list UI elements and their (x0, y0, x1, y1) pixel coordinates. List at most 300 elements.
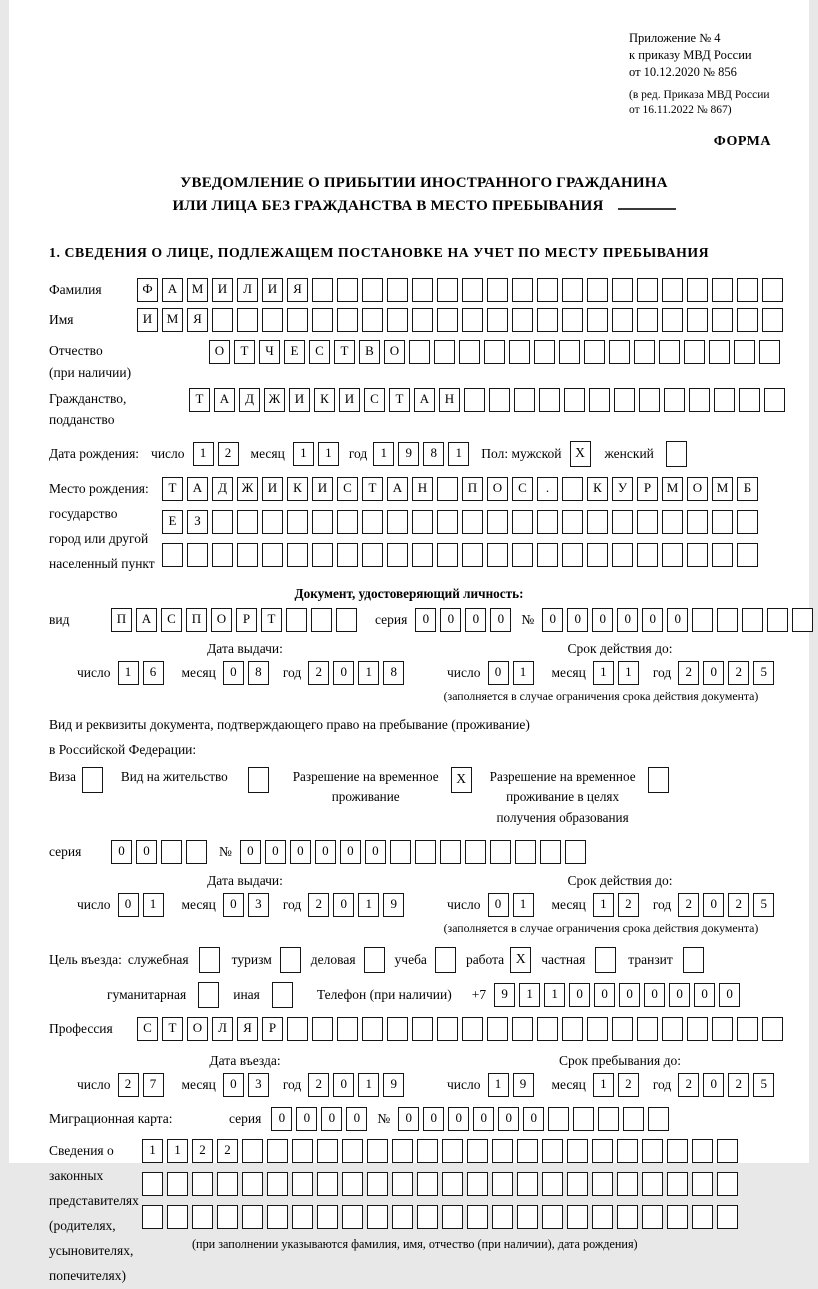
cell[interactable] (287, 510, 308, 534)
cell[interactable]: 1 (544, 983, 565, 1007)
cell[interactable] (311, 608, 332, 632)
cell[interactable] (662, 510, 683, 534)
cell[interactable]: 8 (423, 442, 444, 466)
cell[interactable] (337, 543, 358, 567)
cell[interactable]: 0 (223, 661, 244, 685)
cell[interactable]: М (662, 477, 683, 501)
cell[interactable]: Я (187, 308, 208, 332)
cell[interactable] (737, 1017, 758, 1041)
cell[interactable] (167, 1172, 188, 1196)
cell[interactable] (492, 1172, 513, 1196)
cell[interactable]: Е (284, 340, 305, 364)
passport-expiry-month-cells[interactable] (593, 661, 643, 685)
cell[interactable] (542, 1139, 563, 1163)
cell[interactable]: Ж (264, 388, 285, 412)
cell[interactable]: 6 (143, 661, 164, 685)
cell[interactable] (237, 543, 258, 567)
cell[interactable] (362, 543, 383, 567)
cell[interactable]: 0 (667, 608, 688, 632)
cell[interactable]: 0 (365, 840, 386, 864)
passport-expiry-year-cells[interactable] (678, 661, 778, 685)
cell[interactable]: 1 (488, 1073, 509, 1097)
cell[interactable] (612, 308, 633, 332)
cell[interactable]: 0 (488, 661, 509, 685)
sex-male-checkbox[interactable] (570, 441, 595, 467)
cell[interactable] (487, 543, 508, 567)
cell[interactable] (412, 543, 433, 567)
cell[interactable] (267, 1139, 288, 1163)
cell[interactable] (792, 608, 813, 632)
cell[interactable] (237, 308, 258, 332)
cell[interactable] (565, 840, 586, 864)
cell[interactable]: 2 (308, 1073, 329, 1097)
cell[interactable] (312, 543, 333, 567)
representatives-cells-row-1[interactable] (142, 1139, 742, 1163)
cell[interactable] (592, 1205, 613, 1229)
cell[interactable]: Т (334, 340, 355, 364)
cell[interactable]: 2 (728, 893, 749, 917)
cell[interactable] (492, 1205, 513, 1229)
cell[interactable] (437, 510, 458, 534)
cell[interactable] (312, 1017, 333, 1041)
cell[interactable] (242, 1172, 263, 1196)
cell[interactable] (762, 308, 783, 332)
cell[interactable]: 2 (728, 1073, 749, 1097)
cell[interactable] (637, 1017, 658, 1041)
cell[interactable] (667, 1205, 688, 1229)
representatives-cells-row-3[interactable] (142, 1205, 742, 1229)
cell[interactable]: А (162, 278, 183, 302)
cell[interactable] (712, 308, 733, 332)
cell[interactable]: . (537, 477, 558, 501)
cell[interactable] (237, 510, 258, 534)
cell[interactable] (598, 1107, 619, 1131)
cell[interactable] (642, 1205, 663, 1229)
cell[interactable] (459, 340, 480, 364)
cell[interactable] (317, 1172, 338, 1196)
cell[interactable]: 5 (753, 893, 774, 917)
cell[interactable] (662, 1017, 683, 1041)
cell[interactable] (212, 510, 233, 534)
cell[interactable]: В (359, 340, 380, 364)
cell[interactable] (562, 278, 583, 302)
profession-cells[interactable] (137, 1017, 787, 1041)
cell[interactable] (562, 308, 583, 332)
cell[interactable]: М (712, 477, 733, 501)
passport-expiry-day-cells[interactable] (488, 661, 538, 685)
cell[interactable] (517, 1172, 538, 1196)
cell[interactable] (517, 1205, 538, 1229)
cell[interactable] (517, 1139, 538, 1163)
cell[interactable]: Т (162, 1017, 183, 1041)
cell[interactable]: 0 (315, 840, 336, 864)
option-temp-residence-checkbox[interactable] (451, 767, 476, 793)
cell[interactable] (367, 1139, 388, 1163)
cell[interactable] (462, 278, 483, 302)
cell[interactable]: Б (737, 477, 758, 501)
cell[interactable]: А (187, 477, 208, 501)
purpose-tourism-checkbox[interactable] (280, 947, 305, 973)
cell[interactable] (409, 340, 430, 364)
birth-year-cells[interactable] (373, 442, 473, 466)
cell[interactable]: 3 (248, 1073, 269, 1097)
cell[interactable] (262, 543, 283, 567)
cell[interactable] (734, 340, 755, 364)
cell[interactable] (142, 1205, 163, 1229)
cell[interactable]: Т (234, 340, 255, 364)
cell[interactable]: О (687, 477, 708, 501)
stay-until-month-cells[interactable] (593, 1073, 643, 1097)
cell[interactable] (512, 543, 533, 567)
cell[interactable] (709, 340, 730, 364)
cell[interactable] (562, 1017, 583, 1041)
birth-month-cells[interactable] (293, 442, 343, 466)
cell[interactable] (712, 510, 733, 534)
cell[interactable] (362, 278, 383, 302)
cell[interactable]: 0 (490, 608, 511, 632)
cell[interactable]: 9 (494, 983, 515, 1007)
cell[interactable]: 2 (678, 893, 699, 917)
cell[interactable] (587, 278, 608, 302)
migration-number-cells[interactable] (398, 1107, 673, 1131)
cell[interactable] (762, 278, 783, 302)
cell[interactable]: 1 (373, 442, 394, 466)
cell[interactable] (192, 1172, 213, 1196)
cell[interactable] (767, 608, 788, 632)
identity-doc-vid-cells[interactable] (111, 608, 361, 632)
cell[interactable] (417, 1205, 438, 1229)
cell[interactable] (387, 278, 408, 302)
migration-seriya-cells[interactable] (271, 1107, 371, 1131)
cell[interactable]: 2 (618, 1073, 639, 1097)
cell[interactable] (337, 1017, 358, 1041)
cell[interactable]: И (289, 388, 310, 412)
cell[interactable] (437, 1017, 458, 1041)
patronymic-cells[interactable] (209, 340, 784, 364)
citizenship-cells[interactable] (189, 388, 789, 412)
cell[interactable]: А (414, 388, 435, 412)
cell[interactable] (387, 308, 408, 332)
cell[interactable] (462, 1017, 483, 1041)
cell[interactable]: 2 (618, 893, 639, 917)
cell[interactable]: 0 (523, 1107, 544, 1131)
cell[interactable]: 2 (217, 1139, 238, 1163)
cell[interactable]: 0 (617, 608, 638, 632)
cell[interactable] (262, 510, 283, 534)
cell[interactable] (317, 1139, 338, 1163)
cell[interactable]: 0 (644, 983, 665, 1007)
cell[interactable] (540, 840, 561, 864)
purpose-business-checkbox[interactable] (364, 947, 389, 973)
cell[interactable]: 2 (728, 661, 749, 685)
cell[interactable] (617, 1139, 638, 1163)
cell[interactable] (759, 340, 780, 364)
cell[interactable]: А (214, 388, 235, 412)
cell[interactable] (509, 340, 530, 364)
cell[interactable] (287, 308, 308, 332)
cell[interactable] (737, 308, 758, 332)
cell[interactable]: 1 (142, 1139, 163, 1163)
cell[interactable] (198, 982, 219, 1008)
cell[interactable] (712, 278, 733, 302)
purpose-transit-checkbox[interactable] (683, 947, 708, 973)
cell[interactable]: 2 (308, 661, 329, 685)
cell[interactable] (717, 1172, 738, 1196)
cell[interactable] (286, 608, 307, 632)
cell[interactable] (487, 1017, 508, 1041)
surname-cells[interactable] (137, 278, 787, 302)
residence-expiry-year-cells[interactable] (678, 893, 778, 917)
cell[interactable]: 0 (333, 1073, 354, 1097)
cell[interactable]: 0 (333, 661, 354, 685)
cell[interactable]: О (487, 477, 508, 501)
cell[interactable] (312, 308, 333, 332)
identity-doc-number-cells[interactable] (542, 608, 817, 632)
cell[interactable] (442, 1139, 463, 1163)
cell[interactable] (737, 543, 758, 567)
cell[interactable]: Я (237, 1017, 258, 1041)
cell[interactable]: 9 (383, 1073, 404, 1097)
cell[interactable]: Е (162, 510, 183, 534)
cell[interactable]: С (137, 1017, 158, 1041)
cell[interactable] (337, 278, 358, 302)
cell[interactable] (412, 308, 433, 332)
cell[interactable]: X (570, 441, 591, 467)
cell[interactable]: 0 (488, 893, 509, 917)
cell[interactable] (534, 340, 555, 364)
cell[interactable] (487, 510, 508, 534)
cell[interactable] (367, 1172, 388, 1196)
cell[interactable] (199, 947, 220, 973)
cell[interactable] (392, 1172, 413, 1196)
cell[interactable] (739, 388, 760, 412)
cell[interactable] (192, 1205, 213, 1229)
cell[interactable]: И (262, 278, 283, 302)
cell[interactable] (689, 388, 710, 412)
cell[interactable]: 2 (678, 1073, 699, 1097)
cell[interactable]: 0 (440, 608, 461, 632)
cell[interactable]: С (364, 388, 385, 412)
cell[interactable] (412, 510, 433, 534)
cell[interactable] (167, 1205, 188, 1229)
cell[interactable]: 1 (593, 893, 614, 917)
cell[interactable] (364, 947, 385, 973)
given-name-cells[interactable] (137, 308, 787, 332)
cell[interactable] (487, 278, 508, 302)
cell[interactable]: И (137, 308, 158, 332)
cell[interactable] (666, 441, 687, 467)
cell[interactable] (742, 608, 763, 632)
cell[interactable]: Я (287, 278, 308, 302)
cell[interactable]: 0 (340, 840, 361, 864)
cell[interactable] (467, 1172, 488, 1196)
cell[interactable]: И (339, 388, 360, 412)
residence-seriya-cells[interactable] (111, 840, 211, 864)
cell[interactable]: 0 (346, 1107, 367, 1131)
cell[interactable] (762, 1017, 783, 1041)
cell[interactable] (142, 1172, 163, 1196)
cell[interactable]: 1 (593, 1073, 614, 1097)
cell[interactable]: Л (212, 1017, 233, 1041)
cell[interactable] (667, 1172, 688, 1196)
cell[interactable]: 3 (248, 893, 269, 917)
cell[interactable] (637, 278, 658, 302)
cell[interactable]: 0 (423, 1107, 444, 1131)
cell[interactable] (595, 947, 616, 973)
cell[interactable]: Т (162, 477, 183, 501)
cell[interactable]: 0 (642, 608, 663, 632)
cell[interactable] (692, 608, 713, 632)
cell[interactable]: 0 (290, 840, 311, 864)
cell[interactable] (692, 1205, 713, 1229)
cell[interactable] (542, 1172, 563, 1196)
cell[interactable] (537, 1017, 558, 1041)
cell[interactable] (612, 1017, 633, 1041)
cell[interactable] (512, 1017, 533, 1041)
purpose-other-checkbox[interactable] (272, 982, 297, 1008)
cell[interactable] (662, 278, 683, 302)
cell[interactable] (537, 308, 558, 332)
cell[interactable]: Н (439, 388, 460, 412)
cell[interactable] (587, 1017, 608, 1041)
cell[interactable]: К (287, 477, 308, 501)
birth-day-cells[interactable] (193, 442, 243, 466)
cell[interactable]: X (510, 947, 531, 973)
cell[interactable] (342, 1172, 363, 1196)
cell[interactable] (573, 1107, 594, 1131)
cell[interactable] (440, 840, 461, 864)
cell[interactable] (562, 510, 583, 534)
cell[interactable] (217, 1205, 238, 1229)
cell[interactable] (637, 308, 658, 332)
cell[interactable] (717, 1205, 738, 1229)
cell[interactable] (392, 1205, 413, 1229)
cell[interactable] (764, 388, 785, 412)
cell[interactable] (417, 1139, 438, 1163)
cell[interactable] (492, 1139, 513, 1163)
cell[interactable]: К (314, 388, 335, 412)
cell[interactable] (267, 1205, 288, 1229)
entry-day-cells[interactable] (118, 1073, 168, 1097)
cell[interactable] (212, 308, 233, 332)
cell[interactable]: Т (189, 388, 210, 412)
purpose-humanitarian-checkbox[interactable] (198, 982, 223, 1008)
cell[interactable] (412, 278, 433, 302)
cell[interactable] (434, 340, 455, 364)
cell[interactable] (659, 340, 680, 364)
cell[interactable]: 0 (111, 840, 132, 864)
stay-until-year-cells[interactable] (678, 1073, 778, 1097)
cell[interactable] (312, 510, 333, 534)
cell[interactable]: 0 (265, 840, 286, 864)
cell[interactable]: П (462, 477, 483, 501)
cell[interactable]: 1 (167, 1139, 188, 1163)
cell[interactable] (559, 340, 580, 364)
cell[interactable]: К (587, 477, 608, 501)
cell[interactable]: А (387, 477, 408, 501)
cell[interactable]: 0 (594, 983, 615, 1007)
cell[interactable] (687, 543, 708, 567)
cell[interactable] (567, 1139, 588, 1163)
cell[interactable] (267, 1172, 288, 1196)
cell[interactable] (537, 543, 558, 567)
cell[interactable]: Р (236, 608, 257, 632)
cell[interactable] (584, 340, 605, 364)
cell[interactable] (187, 543, 208, 567)
birth-place-cells-row-3[interactable] (162, 543, 762, 567)
cell[interactable] (292, 1139, 313, 1163)
cell[interactable] (337, 308, 358, 332)
cell[interactable] (687, 308, 708, 332)
cell[interactable] (589, 388, 610, 412)
cell[interactable]: 0 (592, 608, 613, 632)
option-temp-residence-education-checkbox[interactable] (648, 767, 673, 793)
cell[interactable]: П (186, 608, 207, 632)
cell[interactable]: Л (237, 278, 258, 302)
cell[interactable] (217, 1172, 238, 1196)
cell[interactable] (567, 1172, 588, 1196)
cell[interactable]: 9 (513, 1073, 534, 1097)
cell[interactable]: 2 (218, 442, 239, 466)
cell[interactable]: 0 (719, 983, 740, 1007)
cell[interactable]: Р (262, 1017, 283, 1041)
cell[interactable]: О (209, 340, 230, 364)
cell[interactable] (272, 982, 293, 1008)
cell[interactable] (462, 510, 483, 534)
cell[interactable]: 0 (694, 983, 715, 1007)
cell[interactable]: С (309, 340, 330, 364)
cell[interactable]: 2 (118, 1073, 139, 1097)
cell[interactable]: 1 (318, 442, 339, 466)
cell[interactable] (587, 308, 608, 332)
cell[interactable]: 0 (223, 893, 244, 917)
cell[interactable] (609, 340, 630, 364)
cell[interactable] (587, 543, 608, 567)
cell[interactable] (637, 510, 658, 534)
passport-issue-month-cells[interactable] (223, 661, 273, 685)
cell[interactable]: 0 (703, 661, 724, 685)
cell[interactable] (465, 840, 486, 864)
cell[interactable] (664, 388, 685, 412)
cell[interactable]: 1 (143, 893, 164, 917)
cell[interactable] (642, 1139, 663, 1163)
cell[interactable]: 2 (308, 893, 329, 917)
cell[interactable] (186, 840, 207, 864)
cell[interactable] (562, 477, 583, 501)
cell[interactable] (662, 543, 683, 567)
cell[interactable]: О (211, 608, 232, 632)
cell[interactable]: И (212, 278, 233, 302)
entry-month-cells[interactable] (223, 1073, 273, 1097)
cell[interactable]: Р (637, 477, 658, 501)
cell[interactable]: 0 (569, 983, 590, 1007)
cell[interactable]: 0 (398, 1107, 419, 1131)
cell[interactable] (539, 388, 560, 412)
cell[interactable] (548, 1107, 569, 1131)
cell[interactable] (287, 1017, 308, 1041)
cell[interactable] (692, 1139, 713, 1163)
cell[interactable] (648, 767, 669, 793)
cell[interactable]: 2 (678, 661, 699, 685)
cell[interactable] (489, 388, 510, 412)
cell[interactable] (587, 510, 608, 534)
cell[interactable] (717, 1139, 738, 1163)
cell[interactable]: 0 (542, 608, 563, 632)
cell[interactable] (484, 340, 505, 364)
cell[interactable] (242, 1139, 263, 1163)
cell[interactable] (614, 388, 635, 412)
cell[interactable] (662, 308, 683, 332)
